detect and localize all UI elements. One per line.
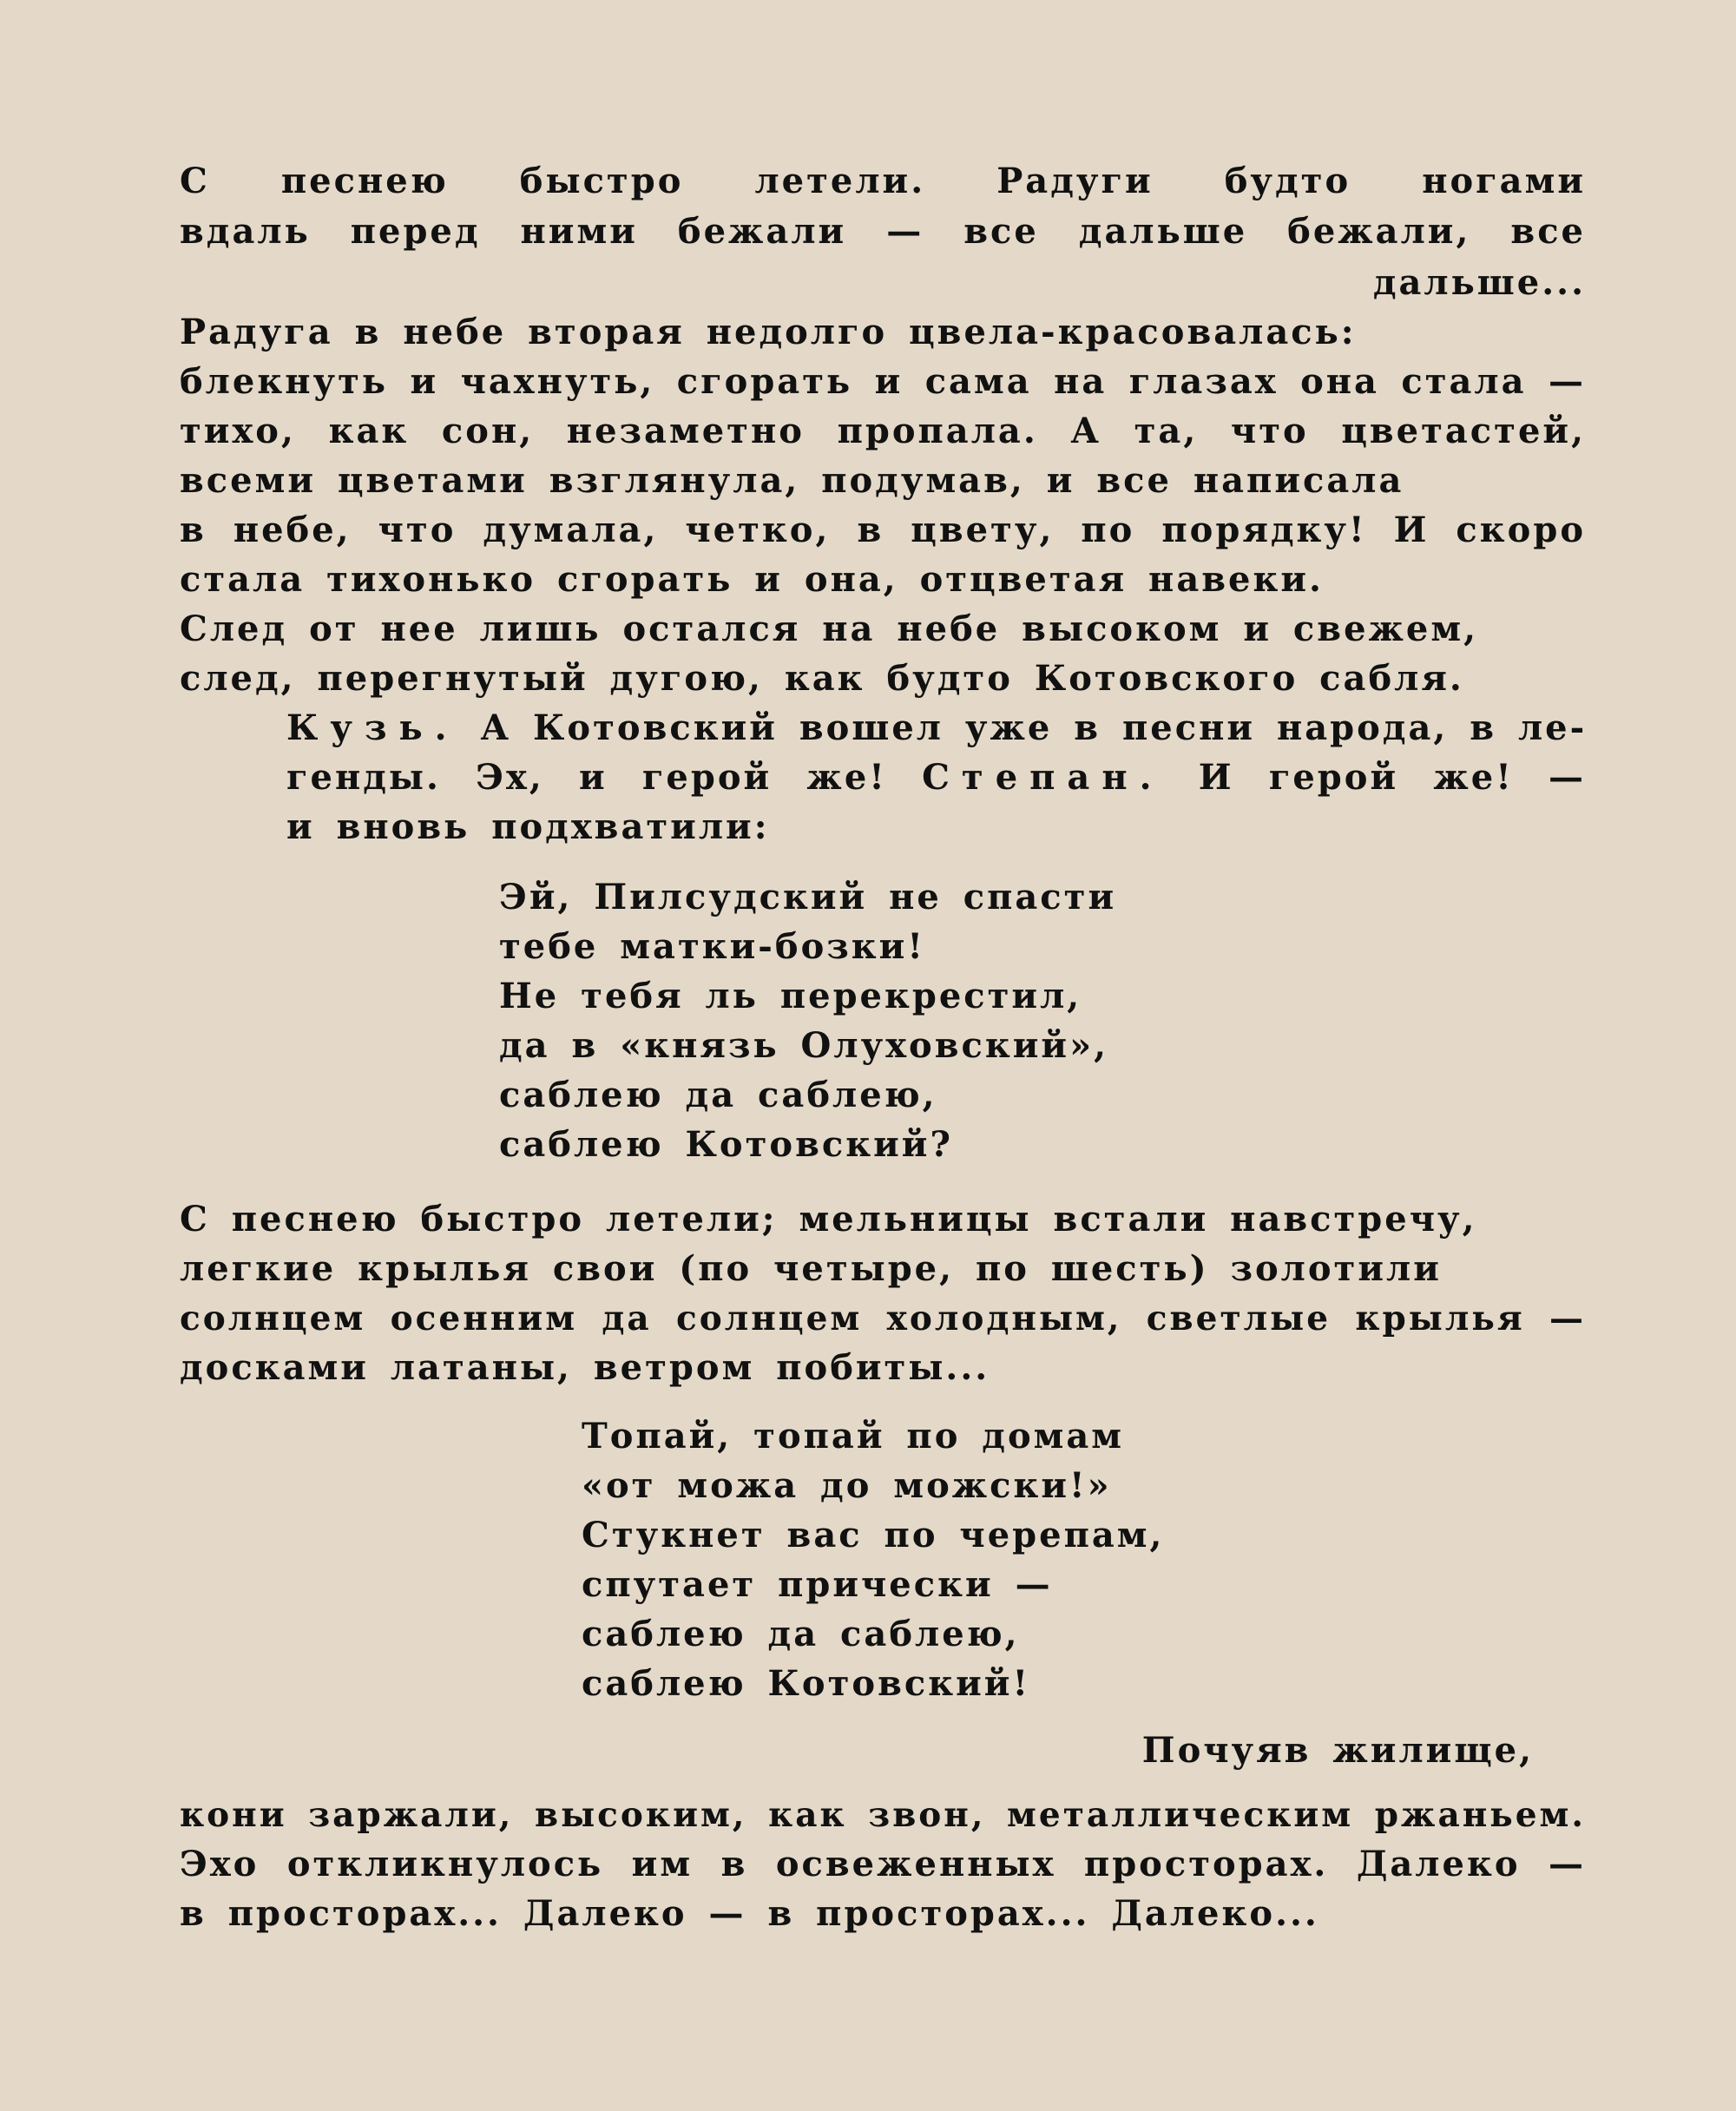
verse2-line-5: саблею да саблею, — [582, 1614, 1020, 1654]
verse1-line-2: тебе матки-бозки! — [499, 926, 925, 967]
dialogue-line-2-text-b: И герой же! — — [1198, 757, 1586, 798]
dialogue-line-2-text-a: генды. Эх, и герой же! — [286, 757, 887, 798]
para2-line-2: блекнуть и чахнуть, сгорать и сама на глазах она стала — — [180, 361, 1586, 402]
verse2-line-1: Топай, топай по домам — [582, 1416, 1125, 1457]
dialogue-line-2 — [286, 753, 1586, 802]
dialogue-line-3: и вновь подхватили: — [286, 806, 770, 847]
para3-line-1: С песнею быстро летели; мельницы встали навстречу, — [180, 1199, 1477, 1240]
para1-line-1: С песнею быстро летели. Радуги будто ногами — [180, 161, 1586, 201]
para2-line-7: След от нее лишь остался на небе высоком и свежем, — [180, 608, 1479, 649]
verse2-line-2: «от можа до можски!» — [582, 1465, 1112, 1506]
para2-line-4: всеми цветами взглянула, подумав, и все написала — [180, 460, 1404, 501]
para2-line-6: стала тихонько сгорать и она, отцветая навеки. — [180, 559, 1324, 600]
para3-line-4: досками латаны, ветром побиты... — [180, 1347, 990, 1388]
dialogue-line-1 — [286, 704, 1586, 753]
para4-line-3: Эхо откликнулось им в освеженных просторах. Далеко — — [180, 1844, 1586, 1884]
verse1-line-1: Эй, Пилсудский не спасти — [499, 877, 1117, 917]
para1-line-3: дальше... — [1372, 262, 1586, 303]
para4-line-1: Почуяв жилище, — [1141, 1730, 1534, 1771]
verse1-line-5: саблею да саблею, — [499, 1075, 937, 1115]
para3-line-2: легкие крылья свои (по четыре, по шесть) золотили — [180, 1248, 1442, 1289]
para2-line-5: в небе, что думала, четко, в цвету, по порядку! И скоро — [180, 510, 1586, 550]
verse1-line-6: саблею Котовский? — [499, 1124, 953, 1165]
para3-line-3: солнцем осенним да солнцем холодным, светлые крылья — — [180, 1299, 1586, 1338]
para4-line-4: в просторах... Далеко — в просторах... Далеко... — [180, 1893, 1319, 1934]
verse2-line-3: Стукнет вас по черепам, — [582, 1515, 1165, 1555]
speaker-kuz: Кузь. — [286, 707, 459, 748]
dialogue-line-1-text: А Котовский вошел уже в песни народа, в ле- — [480, 707, 1588, 748]
verse2-line-4: спутает прически — — [582, 1564, 1053, 1605]
verse2-line-6: саблею Котовский! — [582, 1663, 1031, 1704]
para4-line-2: кони заржали, высоким, как звон, металлическим ржаньем. — [180, 1795, 1586, 1835]
para2-line-3: тихо, как сон, незаметно пропала. А та, что цветастей, — [180, 411, 1586, 451]
speaker-stepan: Степан. — [922, 757, 1164, 798]
para2-line-1: Радуга в небе вторая недолго цвела-красовалась: — [180, 312, 1357, 352]
verse1-line-3: Не тебя ль перекрестил, — [499, 976, 1082, 1016]
verse1-line-4: да в «князь Олуховский», — [499, 1025, 1109, 1066]
para2-line-8: след, перегнутый дугою, как будто Котовского сабля. — [180, 658, 1464, 699]
para1-line-2: вдаль перед ними бежали — все дальше бежали, все — [180, 211, 1586, 252]
